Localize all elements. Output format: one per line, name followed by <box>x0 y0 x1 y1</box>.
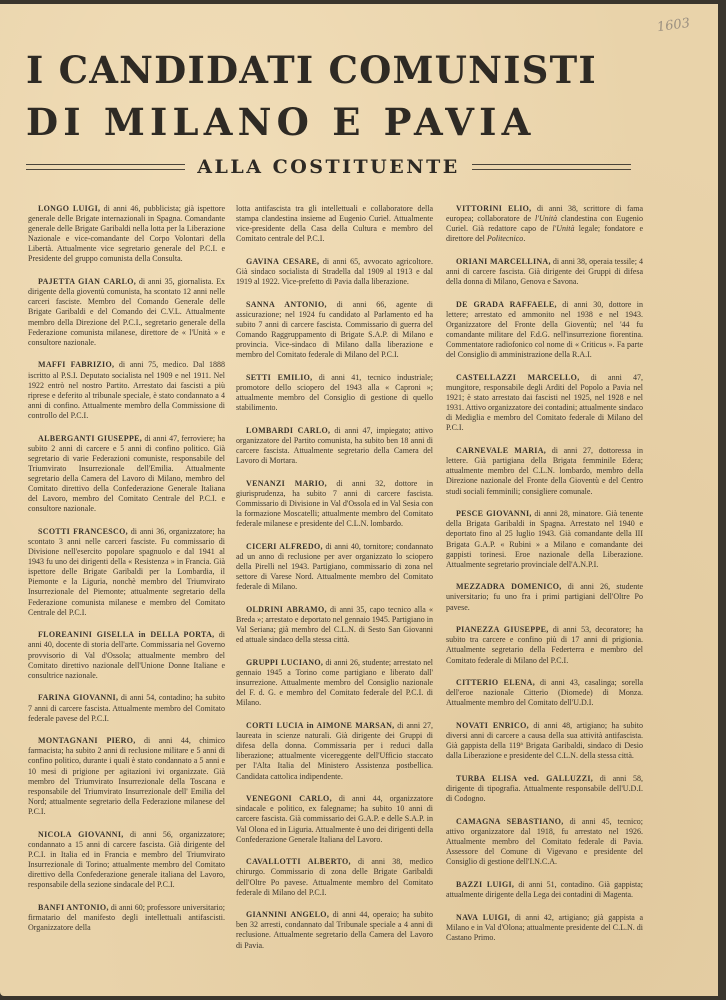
candidate-entry <box>446 509 643 570</box>
candidate-bio: di anni 28, minatore. Già tenente della Brigata Garibaldi in Spagna. Arrestato nel 1940 e deportato fino al 25 luglio 1943. Già comandante della III Brigata G.A.P. « Rubini » a Milano e comandante dei gappisti torinesi. Eroe nazionale della Liberazione. Attualmente segretario provinciale dell'A.N.P.I. <box>446 509 643 569</box>
candidate-entry <box>28 693 225 723</box>
candidate-entry <box>236 542 433 592</box>
candidate-bio: di anni 44, operaio; ha subito ben 32 arresti, condannato dal Tribunale speciale a 4 anni di reclusione. Attualmente segretario della Camera del Lavoro di Pavia. <box>236 910 434 950</box>
candidate-bio: di anni 35, giornalista. Ex dirigente della gioventù comunista, ha scontato 12 anni nelle carceri fasciste. Membro del Comando Generale delle Brigate Garibaldi e del Comando dei C.V.L. Attualmente membro della Direzione del P.C.I., segretario generale della Federazione comunista milanese, direttore de « l'Unità » e consultore nazionale. <box>28 277 225 347</box>
candidate-name: SANNA ANTONIO, <box>246 299 327 309</box>
candidate-name: CICERI ALFREDO, <box>246 542 323 551</box>
candidate-entry <box>446 204 643 244</box>
candidate-entry <box>28 277 225 348</box>
candidate-entry <box>446 880 643 900</box>
candidate-entry <box>236 300 433 361</box>
candidate-name: ALBERGANTI GIUSEPPE, <box>38 433 143 443</box>
candidate-name: PIANEZZA GIUSEPPE, <box>456 625 549 635</box>
candidate-bio: di anni 35, capo tecnico alla « Breda »; arrestato e deportato nel gennaio 1945. Partigiano in Val Seriana; già membro del C.L.N. di Sesto San Giovanni ed attuale sindaco della stessa città. <box>236 605 433 645</box>
candidate-entry <box>28 630 225 680</box>
candidate-entry <box>446 257 643 287</box>
candidate-name: PAJETTA GIAN CARLO, <box>38 277 137 287</box>
title-line-1: I CANDIDATI COMUNISTI <box>26 48 597 92</box>
candidate-entry <box>28 903 225 933</box>
candidate-entry <box>28 736 225 817</box>
candidate-name: CASTELLAZZI MARCELLO, <box>456 373 580 382</box>
candidate-entry <box>28 360 225 421</box>
candidate-name: VENANZI MARIO, <box>246 478 327 488</box>
candidate-name: TURBA ELISA ved. GALLUZZI, <box>456 774 594 784</box>
candidate-entry <box>446 678 643 708</box>
candidate-name: CORTI LUCIA in AIMONE MARSAN, <box>246 721 395 731</box>
candidate-name: SETTI EMILIO, <box>246 373 313 382</box>
candidate-entry <box>446 625 643 665</box>
candidate-bio: clandestina con Eugenio Curiel. Già redattore capo de <box>446 214 643 234</box>
candidate-bio: di anni 42, artigiano; già gappista a Milano e in Val d'Olona; attualmente presidente del C.L.N. di Castano Primo. <box>446 912 644 942</box>
candidate-name: VENEGONI CARLO, <box>246 794 332 804</box>
candidate-bio: di anni 26, studente; arrestato nel gennaio 1945 a Torino come partigiano e liberato dall' insurrezione. Attualmente membro del Consiglio nazionale del F. d. G. e membro del Comitato federale del P.C.I. di Milano. <box>236 658 433 708</box>
candidate-bio: di anni 66, agente di assicurazione; nel 1924 fu candidato al Parlamento ed ha subito 7 anni di carcere fascista. Commissario di guerra del Comando Raggruppamento di Brigate S.A.P. di Milano e provincia. Vice-sindaco di Milano dalla liberazione e membro del Comitato federale di Milano del P.C.I. <box>236 299 433 360</box>
left-double-rule <box>26 164 185 170</box>
candidate-entry <box>236 605 433 645</box>
candidate-bio: legale; fondatore e direttore del <box>446 224 643 244</box>
subtitle-row <box>26 154 631 180</box>
candidate-entry <box>236 479 433 529</box>
candidate-entry <box>236 910 433 950</box>
candidate-bio: di anni 56, organizzatore; condannato a 15 anni di carcere fascista. Già dirigente del P.C.I. in Italia ed in Francia e membro del Triumvirato Insurrezionale di Torino; attualmente membro del Comitato direttivo della Confederazione generale italiana del Lavoro, responsabile della sezione sindacale del P.C.I. <box>28 829 225 890</box>
candidate-bio: di anni 60; professore universitario; firmatario del manifesto degli intellettuali antifascisti. Organizzatore della <box>28 902 225 932</box>
candidate-name: OLDRINI ABRAMO, <box>246 605 327 615</box>
candidate-name: PESCE GIOVANNI, <box>456 509 532 519</box>
candidate-bio: di anni 40, tornitore; condannato ad un anno di reclusione per aver organizzato lo sciopero della Pirelli nel 1943. Partigiano, commissario di zona nel settore di Varese Nord. Attualmente membro del Comitato federale di Milano. <box>236 542 433 592</box>
publication-title: Politecnico <box>486 234 524 244</box>
candidate-entry <box>446 817 643 867</box>
candidate-entry <box>446 446 643 496</box>
candidate-name: VITTORINI ELIO, <box>456 204 532 213</box>
candidate-name: SCOTTI FRANCESCO, <box>38 526 128 536</box>
candidate-entry <box>28 527 225 618</box>
candidate-name: CAVALLOTTI ALBERTO, <box>246 857 351 867</box>
candidate-name: NICOLA GIOVANNI, <box>38 829 124 839</box>
candidate-name: MEZZADRA DOMENICO, <box>456 582 562 592</box>
candidate-bio: di anni 38, medico chirurgo. Commissario di zona delle Brigate Garibaldi dell'Oltre Po pavese. Attualmente membro del Comitato federale di Milano del P.C.I. <box>236 857 433 897</box>
candidate-bio: . <box>523 234 526 244</box>
candidate-bio: di anni 75, medico. Dal 1888 iscritto al P.S.I. Deputato socialista nel 1909 e nel 1911. Nel 1922 entrò nel nostro Partito. Arrestato dai fascisti a più riprese e deferito al tribunale speciale, è stato condannato a 4 anni di confino. Attualmente membro della Commissione di controllo del P.C.I. <box>28 360 226 420</box>
candidate-name: ORIANI MARCELLINA, <box>456 256 551 266</box>
candidate-entry <box>236 721 433 782</box>
candidate-bio: di anni 48, artigiano; ha subito diversi anni di carcere a causa della sua attività antifascista. Già gappista della 119ª Brigata Garibaldi, sindaco di Desio dalla Liberazione e presidente del C.L.N. della stessa città. <box>446 721 643 761</box>
candidate-bio: di anni 40, docente di storia dell'arte. Commissaria nel Governo provvisorio di Val d'Ossola; attualmente membro del Comitato direttivo nazionale dell'Unione Donne Italiane e consultrice nazionale. <box>28 630 225 680</box>
candidate-bio: di anni 58, dirigente di tipografia. Attualmente responsabile dell'U.D.I. di Codogno. <box>446 774 644 804</box>
candidate-name: FLOREANINI GISELLA in DELLA PORTA, <box>38 630 215 640</box>
candidate-bio: di anni 54, contadino; ha subito 7 anni di carcere fascista. Attualmente membro del Comitato federale pavese del P.C.I. <box>28 693 226 723</box>
candidate-name: GIANNINI ANGELO, <box>246 910 330 920</box>
candidate-bio: di anni 45, tecnico; attivo organizzatore dal 1918, fu arrestato nel 1926. Attualmente membro del Comitato federale di Pavia. Assessore del Comune di Vigevano e presidente del Consiglio di gestione dell'I.N.C.A. <box>446 816 643 867</box>
candidate-entry <box>28 204 225 265</box>
candidate-bio: di anni 47, impiegato; attivo organizzatore del Partito comunista, ha subito ben 18 anni di carcere fascista. Attualmente segretario della Camera del Lavoro di Mortara. <box>236 425 433 466</box>
candidate-name: GRUPPI LUCIANO, <box>246 658 324 668</box>
title-line-2: DI MILANO E PAVIA <box>26 100 536 144</box>
candidate-entry <box>236 794 433 844</box>
candidate-entry <box>446 774 643 804</box>
candidate-bio: di anni 26, studente universitario; fu uno fra i primi partigiani dell'Oltre Po pavese. <box>446 582 643 612</box>
column-2 <box>236 204 433 963</box>
candidate-bio: di anni 30, dottore in lettere; arrestato ed ammonito nel 1938 e nel 1943. Organizzatore del Fronte della Gioventù; nel '44 fu comandante militare del F.d.G. nell'insurrezione fiorentina. Commentatore radiofonico col nome di « Criticus ». Fa parte del Consiglio di amministrazione della R.A.I. <box>446 299 643 360</box>
candidate-bio: di anni 46, pubblicista; già ispettore generale delle Brigate internazionali in Spagna. Comandante generale delle Brigate Garibaldi nella lotta per la Liberazione Nazionale e vice-comandante del Corpo Volontari della Libertà. Attualmente vice segretario generale del P.C.I. e Presidente del gruppo comunista della Consulta. <box>28 204 225 264</box>
candidate-entry <box>28 434 225 515</box>
candidate-entry <box>236 658 433 708</box>
candidate-entry <box>236 426 433 466</box>
candidate-name: MONTAGNANI PIERO, <box>38 736 136 746</box>
column-1 <box>28 204 225 946</box>
candidate-bio: di anni 65, avvocato agricoltore. Già sindaco socialista di Stradella dal 1909 al 1913 e dal 1919 al 1922. Vice-prefetto di Pavia dalla liberazione. <box>236 256 433 287</box>
candidate-name: DE GRADA RAFFAELE, <box>456 299 557 309</box>
subtitle: ALLA COSTITUENTE <box>197 156 460 178</box>
candidate-name: LOMBARDI CARLO, <box>246 425 331 435</box>
candidate-name: BAZZI LUIGI, <box>456 880 515 889</box>
candidate-name: LONGO LUIGI, <box>38 204 101 213</box>
candidate-bio: di anni 38, scrittore di fama europea; collaboratore de <box>446 204 643 224</box>
candidate-entry <box>446 582 643 612</box>
candidate-name: BANFI ANTONIO, <box>38 902 109 912</box>
candidate-bio: di anni 41, tecnico industriale; promotore dello sciopero del 1943 alla « Caproni »; attualmente membro del Consiglio di gestione di quello stabilimento. <box>236 373 433 413</box>
candidate-name: FARINA GIOVANNI, <box>38 693 119 703</box>
candidate-entry <box>446 373 643 434</box>
candidate-entry <box>446 721 643 761</box>
column-3 <box>446 204 643 956</box>
candidate-bio: di anni 47, mungitore, responsabile degli Arditi del Popolo a Pavia nel 1921; è stato arrestato dai fascisti nel 1925, nel 1928 e nel 1931. Attivo organizzatore dei contadini; attualmente sindaco di Mediglia e membro del Comitato federale di Milano del P.C.I. <box>446 373 643 433</box>
candidate-bio: di anni 47, ferroviere; ha subito 2 anni di carcere e 5 anni di confino politico. Già segretario di varie Federazioni comuniste, responsabile del Triumvirato Insurrezionale dell'Emilia. Attualmente segretario della Camera del Lavoro di Milano, membro del Comitato direttivo della Confederazione Generale Italiana del Lavoro, membro del Comitato Centrale del P.C.I. e consultore nazionale. <box>28 433 226 514</box>
candidate-name: CITTERIO ELENA, <box>456 678 536 688</box>
candidate-name: NOVATI ENRICO, <box>456 721 529 731</box>
candidate-bio: di anni 53, decoratore; ha subito tra carcere e confino più di 17 anni di prigionia. Attualmente segretario della Federterra e membro del Comitato federale di Milano del P.C.I. <box>446 625 643 665</box>
candidate-bio: di anni 51, contadino. Già gappista; attualmente dirigente della Lega dei contadini di Magenta. <box>446 880 643 900</box>
candidate-bio: di anni 32, dottore in giurisprudenza, ha subito 7 anni di carcere fascista. Commissario di Divisione in Val d'Ossola ed in Val Sesia con la formazione Moscatelli; attualmente membro del Comitato federale milanese e presidente del C.L.N. lombardo. <box>236 478 433 529</box>
candidate-bio: di anni 36, organizzatore; ha scontato 3 anni nelle carceri fasciste. Fu commissario di Divisione nell'esercito popolare spagnuolo e dal 1941 al 1943 fu uno dei dirigenti della « Resistenza » in Francia. Già ispettore delle Brigate Garibaldi per la Lombardia, il Piemonte e la Liguria, nonchè membro del Triumvirato Insurrezionale del Piemonte; attualmente segretario della Federazione comunista milanese e membro del Comitato Centrale del P.C.I. <box>28 526 225 617</box>
candidate-entry <box>236 257 433 287</box>
candidate-name: MAFFI FABRIZIO, <box>38 360 115 370</box>
candidate-entry <box>446 913 643 943</box>
candidate-entry <box>446 300 643 361</box>
candidate-bio: di anni 43, casalinga; sorella dell'eroe nazionale Citterio (Diomede) di Monza. Attualmente membro del Comitato dell'U.D.I. <box>446 678 643 708</box>
archive-number: 1603 <box>656 15 691 36</box>
publication-title: l'Unità <box>552 224 575 234</box>
candidate-bio: di anni 27, laureata in scienze naturali. Già dirigente dei Gruppi di difesa della donna. Commissaria per i reduci dalla liberazione; attualmente vicereggente dell'Ufficio staccato per l'Alta Italia del Ministero Assistenza postbellica. Candidata cattolica indipendente. <box>236 721 433 781</box>
candidate-bio: di anni 38, operaia tessile; 4 anni di carcere fascista. Già dirigente dei Gruppi di difesa della donna di Milano, Genova e Savona. <box>446 256 643 287</box>
candidate-entry <box>28 830 225 891</box>
candidate-entry <box>236 373 433 413</box>
document-page <box>0 4 718 996</box>
candidate-name: CAMAGNA SEBASTIANO, <box>456 816 564 826</box>
candidate-bio: di anni 44, chimico farmacista; ha subito 2 anni di reclusione militare e 5 anni di confino politico, durante i quali è stato condannato a 5 anni e 10 mesi di prigione per agitazioni ivi organizzate. Già membro del Triumvirato Insurrezionale della Toscana e responsabile del Triumvirato Insurrezionale dell' Emilia del Nord; attualmente segretario della Federazione milanese del P.C.I. <box>28 736 225 816</box>
right-double-rule <box>472 164 631 170</box>
candidate-entry <box>236 857 433 897</box>
publication-title: l'Unità <box>534 214 558 224</box>
candidate-name: NAVA LUIGI, <box>456 912 511 922</box>
candidate-bio: di anni 27, dottoressa in lettere. Già partigiana della Brigata femminile Edera; attualmente membro del C.L.N. lombardo, membro della Direzione nazionale del Fronte della Gioventù e del Centro studi sociali femminili; consigliere comunale. <box>446 446 644 496</box>
candidate-name: GAVINA CESARE, <box>246 256 320 266</box>
continued-paragraph: lotta antifascista tra gli intellettuali e collaboratore della stampa clandestina insieme ad Eugenio Curiel. Attualmente vice-presidente della Casa della Cultura e membro del Comitato centrale del P.C.I. <box>236 204 433 244</box>
candidate-bio: di anni 44, organizzatore sindacale e politico, ex falegname; ha subito 10 anni di carcere fascista. Già commissario dei G.A.P. e delle S.A.P. in Val Olona ed in Liguria. Attualmente è uno dei dirigenti della Confederazione Generale Italiana del Lavoro. <box>236 794 433 844</box>
candidate-name: CARNEVALE MARIA, <box>456 446 547 456</box>
